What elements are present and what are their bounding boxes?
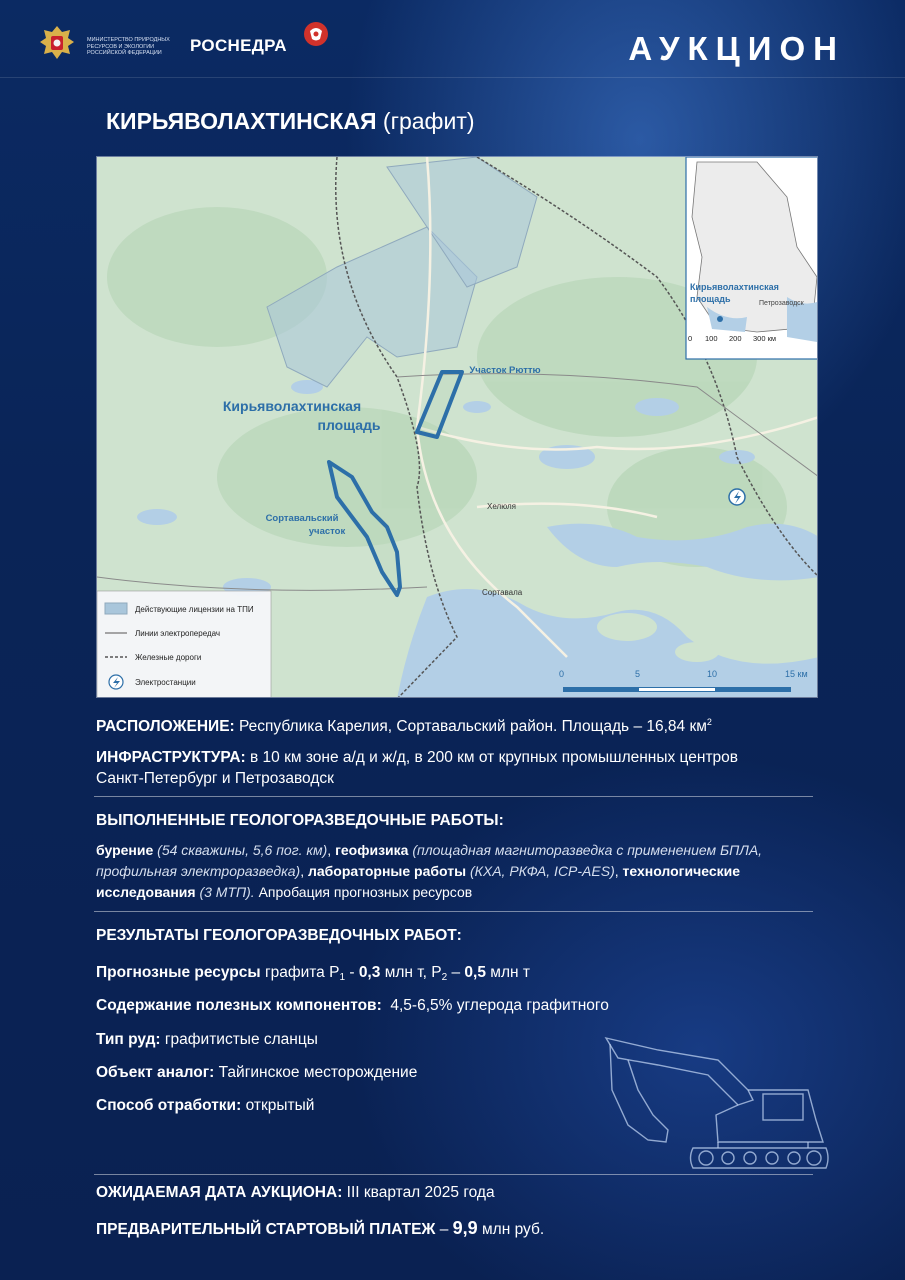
map-label-main-2: площадь xyxy=(317,417,381,433)
location-text: Республика Карелия, Сортавальский район. Площадь – 16,84 км xyxy=(239,718,707,735)
map-town: Сортавала xyxy=(482,588,523,597)
unit: млн т xyxy=(384,964,423,981)
inset-scale-tick: 300 км xyxy=(753,334,777,343)
payment-value: 9,9 xyxy=(452,1218,478,1238)
inset-city: Петрозаводск xyxy=(759,300,804,307)
mineral-type: (графит) xyxy=(382,108,475,134)
divider xyxy=(94,796,813,797)
works-title: ВЫПОЛНЕННЫЕ ГЕОЛОГОРАЗВЕДОЧНЫЕ РАБОТЫ: xyxy=(96,812,504,829)
map-label-sortavala-plot-2: участок xyxy=(308,526,346,537)
p1-label: P xyxy=(329,964,340,981)
header-bar xyxy=(0,0,905,78)
divider xyxy=(94,1174,813,1175)
content-value: 4,5-6,5% углерода графитного xyxy=(390,997,609,1014)
map-legend xyxy=(97,591,271,698)
ore-label: Тип руд: xyxy=(96,1031,161,1048)
works-tail: Апробация прогнозных ресурсов xyxy=(258,884,473,900)
works-geophysics-detail: (площадная магниторазведка с применением БПЛА, xyxy=(412,842,763,858)
license-area-icon xyxy=(105,603,127,614)
works-drilling: бурение xyxy=(96,842,154,858)
location-map xyxy=(96,156,818,698)
legend-label: Электростанции xyxy=(135,678,196,687)
works-lab-detail: (КХА, РКФА, ICP-AES) xyxy=(469,863,615,879)
map-label-main: Кирьяволахтинская xyxy=(222,398,362,414)
inset-label: Кирьяволахтинская xyxy=(690,282,779,292)
results-resources: Прогнозные ресурсы графита $P_1 - 0,3$ млн т, $P_2 - 0,5$ млн т xyxy=(96,964,530,983)
agency-name: РОСНЕДРА xyxy=(190,36,287,55)
inset-scale-tick: 0 xyxy=(688,334,693,343)
infrastructure-text-2: Санкт-Петербург и Петрозаводск xyxy=(96,770,334,787)
p2-value: 0,5 xyxy=(464,964,486,981)
mining-label: Способ отработки: xyxy=(96,1097,242,1114)
resources-text: графита xyxy=(264,964,325,981)
analog-value: Тайгинское месторождение xyxy=(218,1064,418,1081)
location-label: РАСПОЛОЖЕНИЕ: xyxy=(96,718,235,735)
payment-label: ПРЕДВАРИТЕЛЬНЫЙ СТАРТОВЫЙ ПЛАТЕЖ xyxy=(96,1221,436,1238)
scale-tick: 5 xyxy=(635,669,641,679)
inset-label-2: площадь xyxy=(690,294,731,304)
works-geophysics-detail-2: профильная электроразведка) xyxy=(96,863,301,879)
scale-tick: 0 xyxy=(559,669,565,679)
works-lab: лабораторные работы xyxy=(307,863,467,879)
excavator-icon xyxy=(598,1030,830,1178)
legend-label: Железные дороги xyxy=(135,653,202,662)
analog-label: Объект аналог: xyxy=(96,1064,215,1081)
content-label: Содержание полезных компонентов: xyxy=(96,997,382,1014)
rosnedra-logo-icon xyxy=(303,21,329,47)
ministry-line: МИНИСТЕРСТВО ПРИРОДНЫХ xyxy=(87,37,170,43)
infrastructure-label: ИНФРАСТРУКТУРА: xyxy=(96,749,246,766)
auction-date-row xyxy=(96,1182,816,1203)
map-label-sortavala-plot: Сортавальский xyxy=(265,513,339,524)
works-geophysics: геофизика xyxy=(335,842,409,858)
infrastructure-row xyxy=(96,747,816,789)
infrastructure-text: в 10 км зоне а/д и ж/д, в 200 км от крупных промышленных центров xyxy=(250,749,739,766)
p1-value: 0,3 xyxy=(358,964,381,981)
ministry-emblem-icon xyxy=(36,22,78,64)
location-row xyxy=(96,712,816,737)
auction-heading: АУКЦИОН xyxy=(628,30,845,67)
works-tech: технологические xyxy=(622,863,741,879)
auction-payment-row: ПРЕДВАРИТЕЛЬНЫЙ СТАРТОВЫЙ ПЛАТЕЖ – 9,9 млн руб. xyxy=(96,1218,545,1238)
payment-unit: млн руб. xyxy=(482,1221,545,1238)
map-canvas xyxy=(97,157,818,698)
results-content xyxy=(96,995,816,1016)
legend-label: Действующие лицензии на ТПИ xyxy=(135,605,254,614)
map-label-ryuttyu: Участок Рюттю xyxy=(469,365,541,376)
works-drilling-detail: (54 скважины, 5,6 пог. км) xyxy=(157,842,328,858)
auction-date-label: ОЖИДАЕМАЯ ДАТА АУКЦИОНА: xyxy=(96,1184,343,1201)
legend-label: Линии электропередач xyxy=(135,629,221,638)
scale-tick: 10 xyxy=(707,669,718,679)
ministry-line: РЕСУРСОВ И ЭКОЛОГИИ xyxy=(87,43,155,50)
inset-scale-tick: 200 xyxy=(729,334,742,343)
unit: млн т xyxy=(490,964,530,981)
p2-sub: 2 xyxy=(441,972,448,983)
results-title: РЕЗУЛЬТАТЫ ГЕОЛОГОРАЗВЕДОЧНЫХ РАБОТ: xyxy=(96,927,462,944)
auction-date-value: III квартал 2025 года xyxy=(346,1184,495,1201)
works-tech-detail: (3 МТП). xyxy=(199,884,255,900)
mining-value: открытый xyxy=(245,1097,315,1114)
inset-scale-tick: 100 xyxy=(705,334,718,343)
scale-tick: 15 км xyxy=(785,669,808,679)
ministry-name xyxy=(87,37,179,57)
page-title xyxy=(106,108,475,135)
location-sup: 2 xyxy=(706,717,712,727)
inset-map xyxy=(686,157,818,359)
ore-value: графитистые сланцы xyxy=(164,1031,318,1048)
p2-label: P xyxy=(431,964,442,981)
divider xyxy=(94,911,813,912)
p1-sub: 1 xyxy=(339,972,346,983)
object-name: КИРЬЯВОЛАХТИНСКАЯ xyxy=(106,108,377,134)
works-body: бурение (54 скважины, 5,6 пог. км), геофизика (площадная магниторазведка с применением БПЛА, профильная электроразведка), лабораторные работы (КХА, РКФА, ICP-AES), технологические исследования (3 МТП). Апробация прогнозных ресурсов xyxy=(96,842,763,900)
resources-label: Прогнозные ресурсы xyxy=(96,964,261,981)
ministry-line: РОССИЙСКОЙ ФЕДЕРАЦИИ xyxy=(87,50,162,56)
works-tech-2: исследования xyxy=(96,884,196,900)
map-town: Хелюля xyxy=(487,502,517,511)
